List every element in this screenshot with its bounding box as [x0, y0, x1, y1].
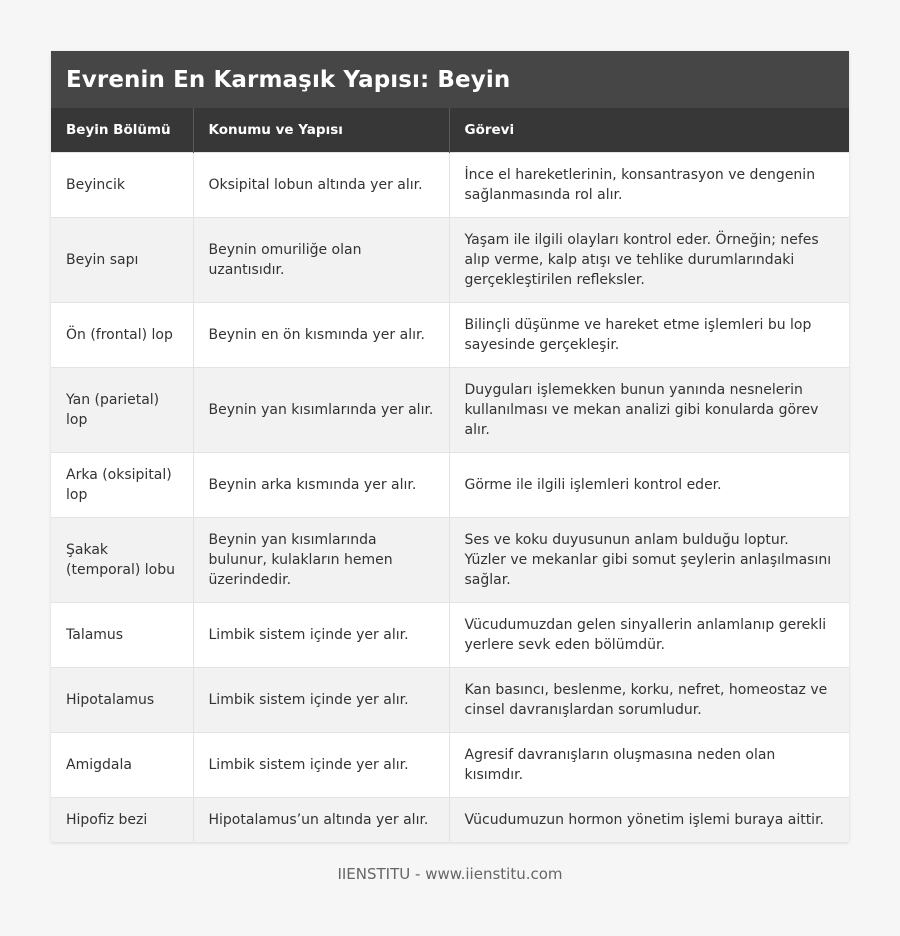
table-row	[51, 367, 849, 452]
cell-location: Beynin yan kısımlarında yer alır.	[193, 367, 449, 452]
cell-location: Beynin en ön kısmında yer alır.	[193, 302, 449, 367]
header-function: Görevi	[449, 108, 849, 152]
cell-function: İnce el hareketlerinin, konsantrasyon ve dengenin sağlanmasında rol alır.	[449, 152, 849, 217]
cell-part: Ön (frontal) lop	[51, 302, 193, 367]
cell-location: Beynin yan kısımlarında bulunur, kulakların hemen üzerindedir.	[193, 517, 449, 602]
cell-part: Amigdala	[51, 732, 193, 797]
cell-function: Vücudumuzdan gelen sinyallerin anlamlanıp gerekli yerlere sevk eden bölümdür.	[449, 602, 849, 667]
cell-part: Şakak (temporal) lobu	[51, 517, 193, 602]
header-location: Konumu ve Yapısı	[193, 108, 449, 152]
cell-part: Hipotalamus	[51, 667, 193, 732]
cell-function: Bilinçli düşünme ve hareket etme işlemleri bu lop sayesinde gerçekleşir.	[449, 302, 849, 367]
cell-location: Hipotalamus’un altında yer alır.	[193, 797, 449, 842]
table-title: Evrenin En Karmaşık Yapısı: Beyin	[51, 51, 849, 108]
table-row	[51, 667, 849, 732]
cell-function: Agresif davranışların oluşmasına neden olan kısımdır.	[449, 732, 849, 797]
cell-location: Oksipital lobun altında yer alır.	[193, 152, 449, 217]
table-row	[51, 517, 849, 602]
table-row	[51, 452, 849, 517]
table-row	[51, 152, 849, 217]
cell-function: Vücudumuzun hormon yönetim işlemi buraya aittir.	[449, 797, 849, 842]
table-header-row	[51, 108, 849, 152]
table-row	[51, 797, 849, 842]
cell-function: Kan basıncı, beslenme, korku, nefret, homeostaz ve cinsel davranışlardan sorumludur.	[449, 667, 849, 732]
cell-part: Beyin sapı	[51, 217, 193, 302]
cell-location: Limbik sistem içinde yer alır.	[193, 667, 449, 732]
cell-function: Duyguları işlemekken bunun yanında nesnelerin kullanılması ve mekan analizi gibi konularda görev alır.	[449, 367, 849, 452]
footer-credit: IIENSTITU - www.iienstitu.com	[337, 865, 563, 883]
cell-part: Arka (oksipital) lop	[51, 452, 193, 517]
cell-location: Beynin omuriliğe olan uzantısıdır.	[193, 217, 449, 302]
cell-part: Hipofiz bezi	[51, 797, 193, 842]
cell-function: Görme ile ilgili işlemleri kontrol eder.	[449, 452, 849, 517]
table-row	[51, 732, 849, 797]
cell-function: Yaşam ile ilgili olayları kontrol eder. Örneğin; nefes alıp verme, kalp atışı ve tehlike durumlarındaki gerçekleştirilen refleksler.	[449, 217, 849, 302]
cell-part: Talamus	[51, 602, 193, 667]
table-row	[51, 302, 849, 367]
cell-location: Limbik sistem içinde yer alır.	[193, 602, 449, 667]
cell-location: Beynin arka kısmında yer alır.	[193, 452, 449, 517]
cell-part: Yan (parietal) lop	[51, 367, 193, 452]
cell-function: Ses ve koku duyusunun anlam bulduğu loptur. Yüzler ve mekanlar gibi somut şeylerin anlaşılmasını sağlar.	[449, 517, 849, 602]
header-part: Beyin Bölümü	[51, 108, 193, 152]
table-row	[51, 217, 849, 302]
cell-part: Beyincik	[51, 152, 193, 217]
cell-location: Limbik sistem içinde yer alır.	[193, 732, 449, 797]
table-row	[51, 602, 849, 667]
table-card	[51, 51, 849, 842]
brain-parts-table	[51, 108, 849, 842]
